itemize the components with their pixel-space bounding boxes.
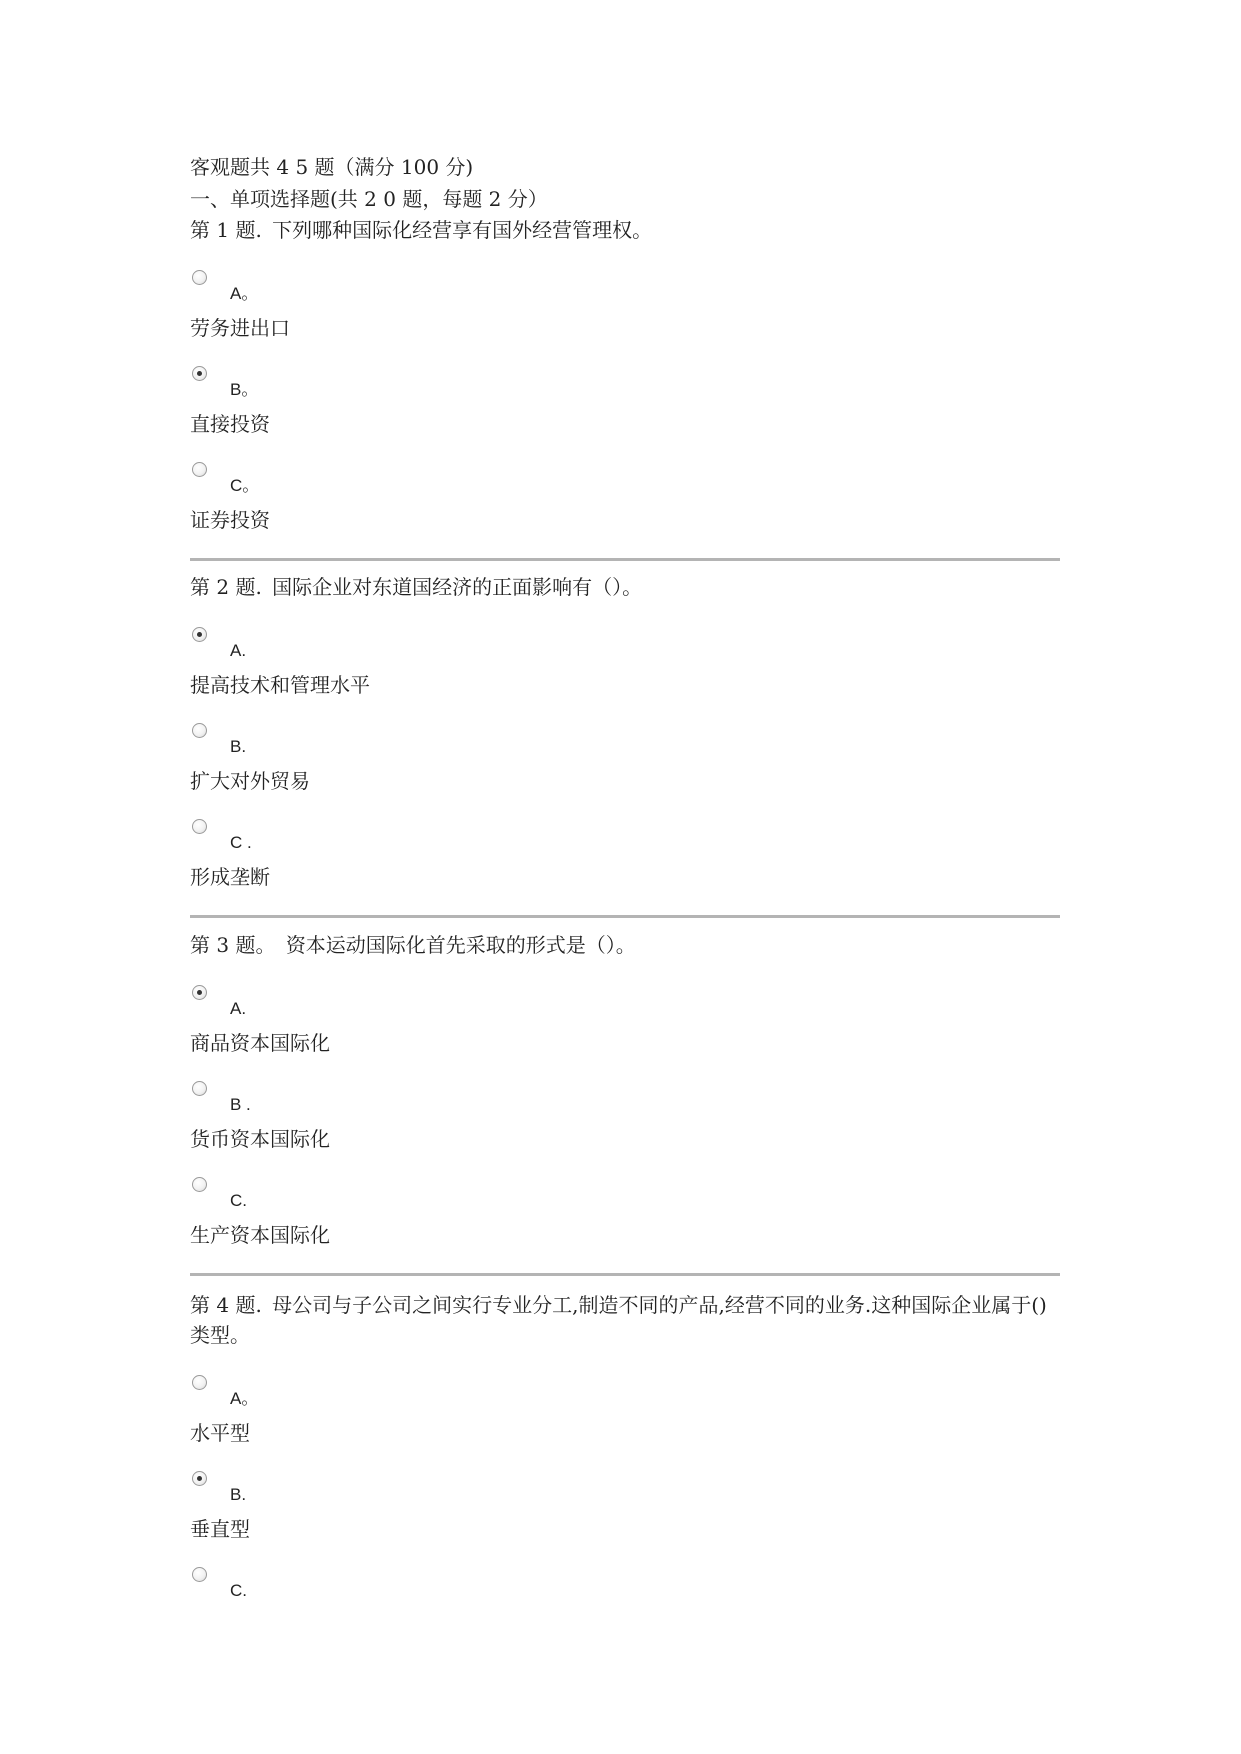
- option-text: 水平型: [190, 1421, 250, 1445]
- option-letter: C.: [230, 1191, 247, 1210]
- option-text: 提高技术和管理水平: [190, 673, 370, 697]
- option-c[interactable]: [190, 462, 1060, 506]
- option-letter: A。: [230, 1389, 259, 1408]
- option-letter: A。: [230, 284, 259, 303]
- question-number: 第 2 题.: [190, 575, 262, 599]
- question-divider: [190, 558, 1060, 561]
- option-text: 形成垄断: [190, 865, 270, 889]
- question-stem: 母公司与子公司之间实行专业分工,制造不同的产品,经营不同的业务.这种国际企业属于()类型。: [190, 1293, 1047, 1347]
- option-b[interactable]: [190, 366, 1060, 410]
- question-text: [190, 930, 1060, 960]
- option-c[interactable]: [190, 1177, 1060, 1221]
- option-b[interactable]: [190, 1081, 1060, 1125]
- option-letter: B.: [230, 1485, 247, 1504]
- option-text: 商品资本国际化: [190, 1031, 330, 1055]
- option-text: 直接投资: [190, 412, 270, 436]
- option-a[interactable]: [190, 627, 1060, 671]
- option-text: 劳务进出口: [190, 316, 290, 340]
- question-divider: [190, 1273, 1060, 1276]
- question-text: [190, 215, 1060, 245]
- option-a[interactable]: [190, 985, 1060, 1029]
- section-title: 一、单项选择题(共 2 0 题，每题 2 分）: [190, 187, 548, 211]
- exam-title: 客观题共 4 5 题（满分 100 分): [190, 155, 474, 179]
- option-b[interactable]: [190, 1471, 1060, 1515]
- radio-button-selected-icon[interactable]: [192, 985, 207, 1000]
- question-stem: 资本运动国际化首先采取的形式是（）。: [285, 933, 636, 957]
- option-b[interactable]: [190, 723, 1060, 767]
- option-text: 垂直型: [190, 1517, 250, 1541]
- option-c[interactable]: [190, 1567, 1060, 1611]
- option-letter: B .: [230, 1095, 251, 1114]
- radio-button-icon[interactable]: [192, 270, 207, 285]
- option-letter: B.: [230, 737, 247, 756]
- question-3: [190, 930, 1060, 1273]
- question-text: [190, 572, 1060, 602]
- option-letter: B。: [230, 380, 259, 399]
- radio-button-selected-icon[interactable]: [192, 627, 207, 642]
- question-stem: 下列哪种国际化经营享有国外经营管理权。: [272, 218, 653, 242]
- question-text: [190, 1290, 1060, 1350]
- option-text: 生产资本国际化: [190, 1223, 330, 1247]
- question-number: 第 3 题。: [190, 933, 276, 957]
- option-a[interactable]: [190, 1375, 1060, 1419]
- option-letter: C.: [230, 1581, 247, 1600]
- option-text: 货币资本国际化: [190, 1127, 330, 1151]
- option-letter: C .: [230, 833, 252, 852]
- option-c[interactable]: [190, 819, 1060, 863]
- option-letter: A.: [230, 641, 247, 660]
- radio-button-icon[interactable]: [192, 723, 207, 738]
- radio-button-icon[interactable]: [192, 1177, 207, 1192]
- question-4: [190, 1290, 1060, 1611]
- radio-button-selected-icon[interactable]: [192, 366, 207, 381]
- question-2: [190, 572, 1060, 915]
- question-number: 第 1 题.: [190, 218, 262, 242]
- radio-button-selected-icon[interactable]: [192, 1471, 207, 1486]
- radio-button-icon[interactable]: [192, 1081, 207, 1096]
- radio-button-icon[interactable]: [192, 1567, 207, 1582]
- question-divider: [190, 915, 1060, 918]
- radio-button-icon[interactable]: [192, 1375, 207, 1390]
- question-stem: 国际企业对东道国经济的正面影响有（）。: [272, 575, 643, 599]
- radio-button-icon[interactable]: [192, 462, 207, 477]
- option-letter: C。: [230, 476, 260, 495]
- question-number: 第 4 题.: [190, 1293, 262, 1317]
- option-letter: A.: [230, 999, 247, 1018]
- option-text: 证券投资: [190, 508, 270, 532]
- option-text: 扩大对外贸易: [190, 769, 310, 793]
- radio-button-icon[interactable]: [192, 819, 207, 834]
- option-a[interactable]: [190, 270, 1060, 314]
- question-1: [190, 215, 1060, 558]
